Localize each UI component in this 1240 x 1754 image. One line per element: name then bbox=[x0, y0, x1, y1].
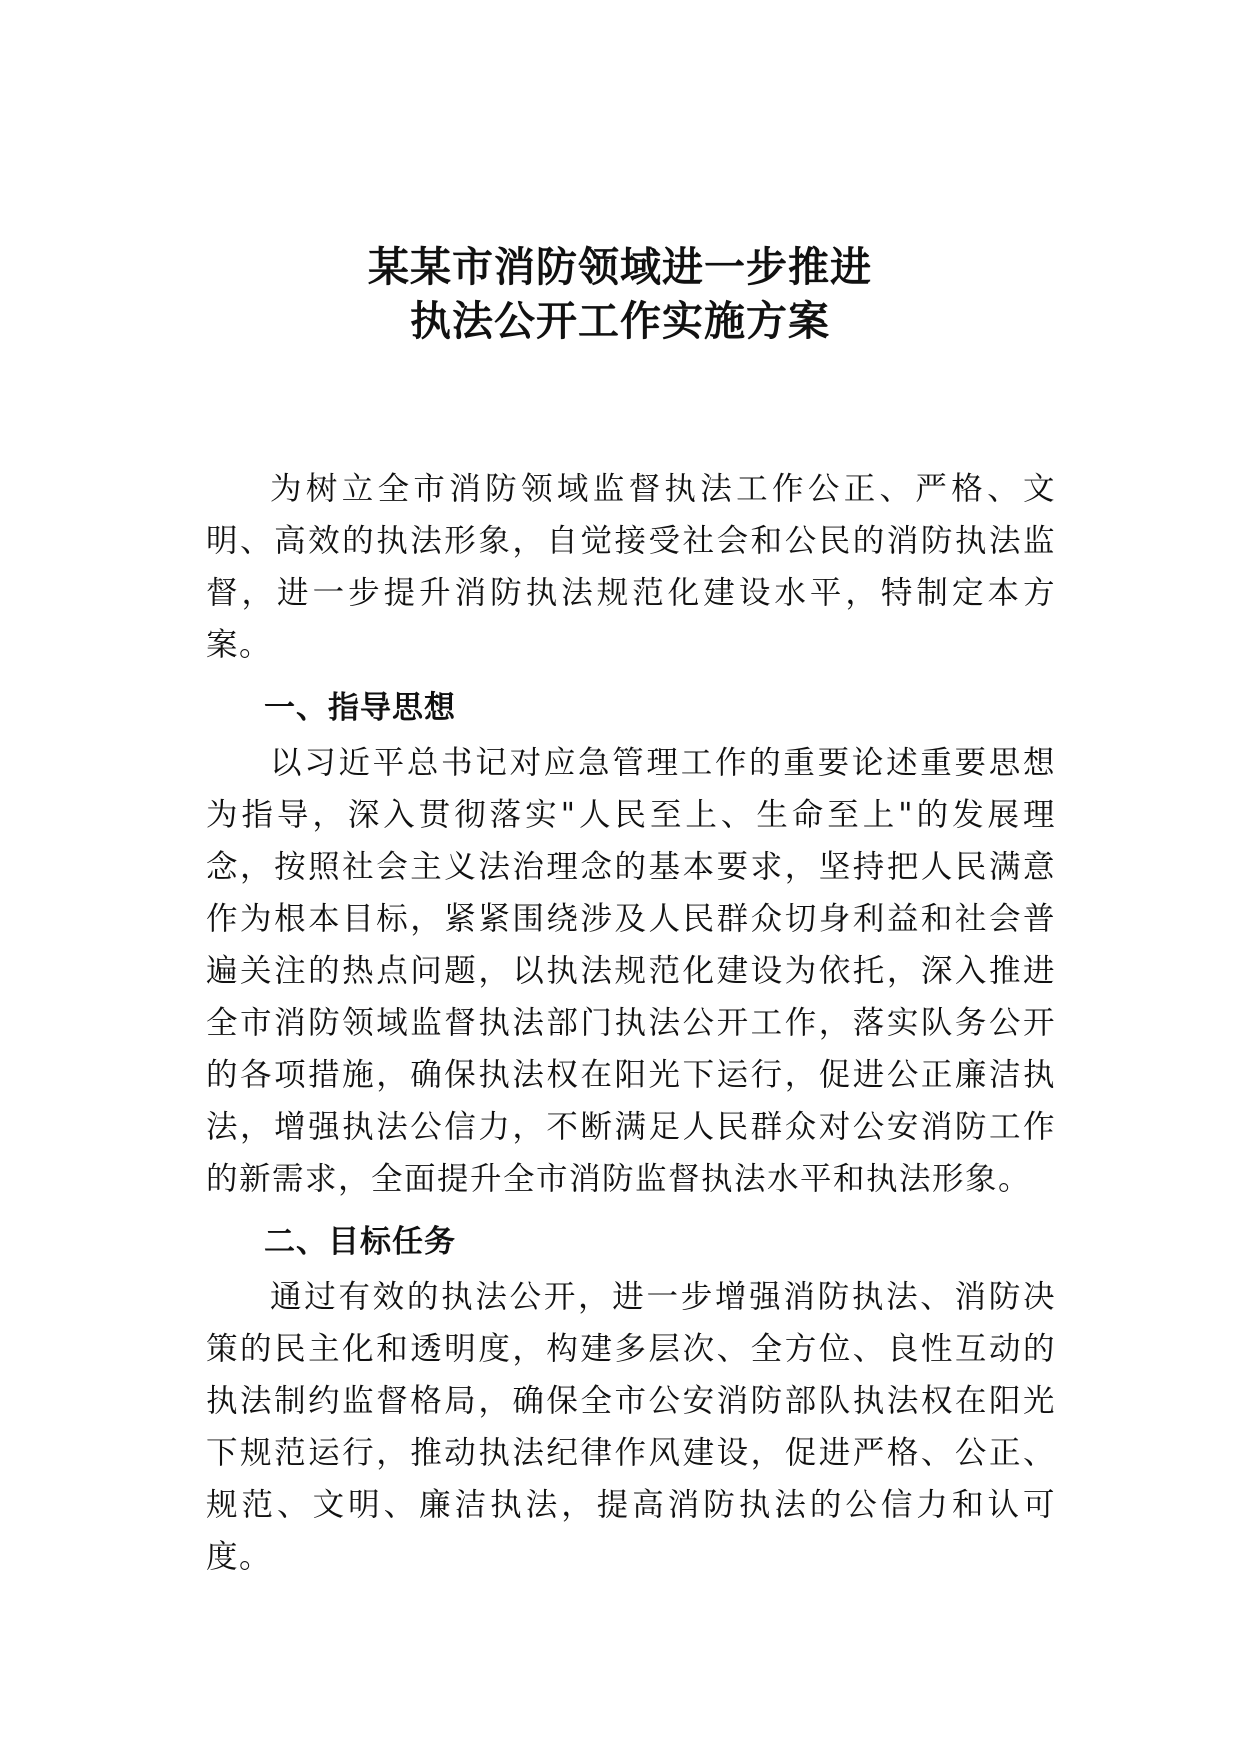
intro-paragraph: 为树立全市消防领域监督执法工作公正、严格、文明、高效的执法形象，自觉接受社会和公民的消防执法监督，进一步提升消防执法规范化建设水平，特制定本方案。 bbox=[206, 471, 1056, 663]
title-line-1: 某某市消防领域进一步推进 bbox=[368, 243, 872, 291]
document-title bbox=[0, 240, 1240, 348]
section-paragraph-goals: 通过有效的执法公开，进一步增强消防执法、消防决策的民主化和透明度，构建多层次、全方位、良性互动的执法制约监督格局，确保全市公安消防部队执法权在阳光下规范运行，推动执法纪律作风建设，促进严格、公正、规范、文明、廉洁执法，提高消防执法的公信力和认可度。 bbox=[206, 1279, 1056, 1575]
section-heading-goals: 二、目标任务 bbox=[264, 1224, 456, 1260]
section-paragraph-guiding-thought: 以习近平总书记对应急管理工作的重要论述重要思想为指导，深入贯彻落实"人民至上、生命至上"的发展理念，按照社会主义法治理念的基本要求，坚持把人民满意作为根本目标，紧紧围绕涉及人民群众切身利益和社会普遍关注的热点问题，以执法规范化建设为依托，深入推进全市消防领域监督执法部门执法公开工作，落实队务公开的各项措施，确保执法权在阳光下运行，促进公正廉洁执法，增强执法公信力，不断满足人民群众对公安消防工作的新需求，全面提升全市消防监督执法水平和执法形象。 bbox=[206, 745, 1056, 1197]
section-heading-guiding-thought: 一、指导思想 bbox=[264, 690, 456, 726]
title-line-2: 执法公开工作实施方案 bbox=[410, 297, 830, 345]
document-body bbox=[206, 463, 1056, 1583]
